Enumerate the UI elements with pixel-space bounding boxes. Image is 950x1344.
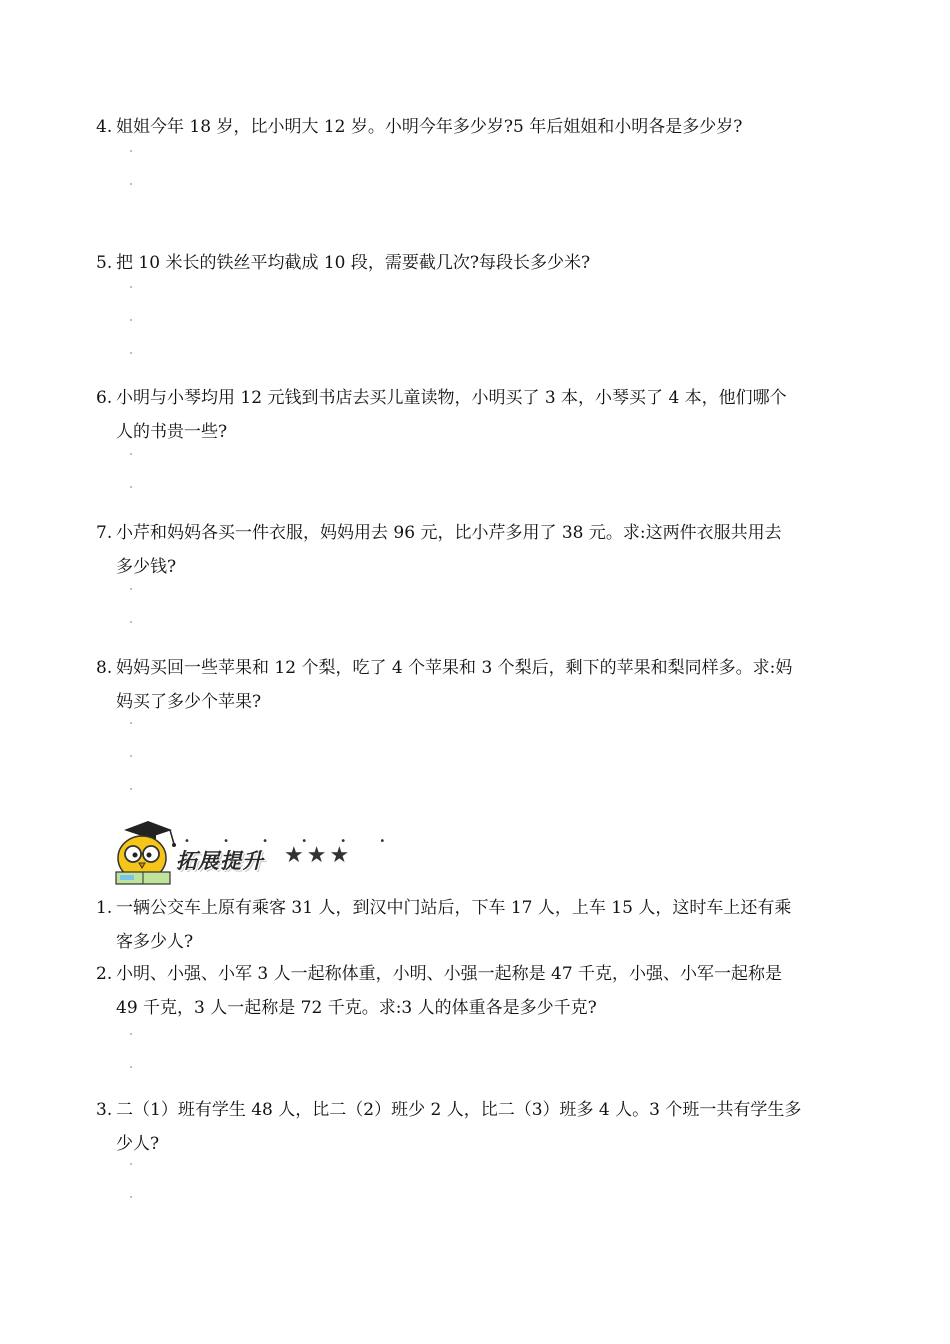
question-number: 2. <box>96 964 113 984</box>
question-text-line-1: 小明与小琴均用 12 元钱到书店去买儿童读物，小明买了 3 本，小琴买了 4 本，他们哪个 <box>116 388 787 408</box>
answer-space-mark <box>130 755 132 757</box>
answer-space-mark <box>130 453 132 455</box>
answer-space-mark <box>130 352 132 354</box>
question-6 <box>96 381 866 449</box>
question-4 <box>96 110 866 144</box>
owl-scholar-icon <box>110 818 180 888</box>
answer-space-mark <box>130 319 132 321</box>
question-text-line-1: 二（1）班有学生 48 人，比二（2）班少 2 人，比二（3）班多 4 人。3 个班一共有学生多 <box>116 1100 802 1120</box>
question-number: 5. <box>96 253 113 273</box>
question-extension-2 <box>96 957 866 1025</box>
question-text-line-2: 49 千克，3 人一起称是 72 千克。求:3 人的体重各是多少千克? <box>116 998 597 1018</box>
answer-space-mark <box>130 1066 132 1068</box>
decorative-dots: • • • • • • <box>184 836 401 847</box>
question-extension-3 <box>96 1093 866 1161</box>
answer-space-mark <box>130 588 132 590</box>
question-text: 姐姐今年 18 岁，比小明大 12 岁。小明今年多少岁?5 年后姐姐和小明各是多少岁? <box>116 117 743 137</box>
question-text: 把 10 米长的铁丝平均截成 10 段，需要截几次?每段长多少米? <box>116 253 591 273</box>
question-text-line-2: 妈买了多少个苹果? <box>116 692 262 712</box>
question-number: 1. <box>96 898 113 918</box>
question-5 <box>96 246 866 280</box>
question-text-line-2: 多少钱? <box>116 557 177 577</box>
answer-space-mark <box>130 1033 132 1035</box>
answer-space-mark <box>130 1163 132 1165</box>
difficulty-stars: ★★★ <box>284 843 353 868</box>
answer-space-mark <box>130 722 132 724</box>
question-text-line-2: 客多少人? <box>116 932 194 952</box>
section-title: 拓展提升 <box>176 849 264 873</box>
question-text-line-1: 一辆公交车上原有乘客 31 人，到汉中门站后，下车 17 人，上车 15 人，这时车上还有乘 <box>116 898 792 918</box>
question-text-line-2: 人的书贵一些? <box>116 422 228 442</box>
answer-space-mark <box>130 788 132 790</box>
answer-space-mark <box>130 621 132 623</box>
question-text-line-2: 少人? <box>116 1134 160 1154</box>
question-number: 3. <box>96 1100 113 1120</box>
answer-space-mark <box>130 1196 132 1198</box>
question-text-line-1: 小芹和妈妈各买一件衣服，妈妈用去 96 元，比小芹多用了 38 元。求:这两件衣服共用去 <box>116 523 782 543</box>
question-7 <box>96 516 866 584</box>
answer-space-mark <box>130 486 132 488</box>
question-number: 7. <box>96 523 113 543</box>
answer-space-mark <box>130 150 132 152</box>
answer-space-mark <box>130 286 132 288</box>
question-number: 4. <box>96 117 113 137</box>
question-number: 6. <box>96 388 113 408</box>
question-text-line-1: 妈妈买回一些苹果和 12 个梨，吃了 4 个苹果和 3 个梨后，剩下的苹果和梨同样多。求:妈 <box>116 658 793 678</box>
answer-space-mark <box>130 183 132 185</box>
question-8 <box>96 651 866 719</box>
question-number: 8. <box>96 658 113 678</box>
question-text-line-1: 小明、小强、小军 3 人一起称体重，小明、小强一起称是 47 千克，小强、小军一起称是 <box>116 964 783 984</box>
question-extension-1 <box>96 891 866 959</box>
